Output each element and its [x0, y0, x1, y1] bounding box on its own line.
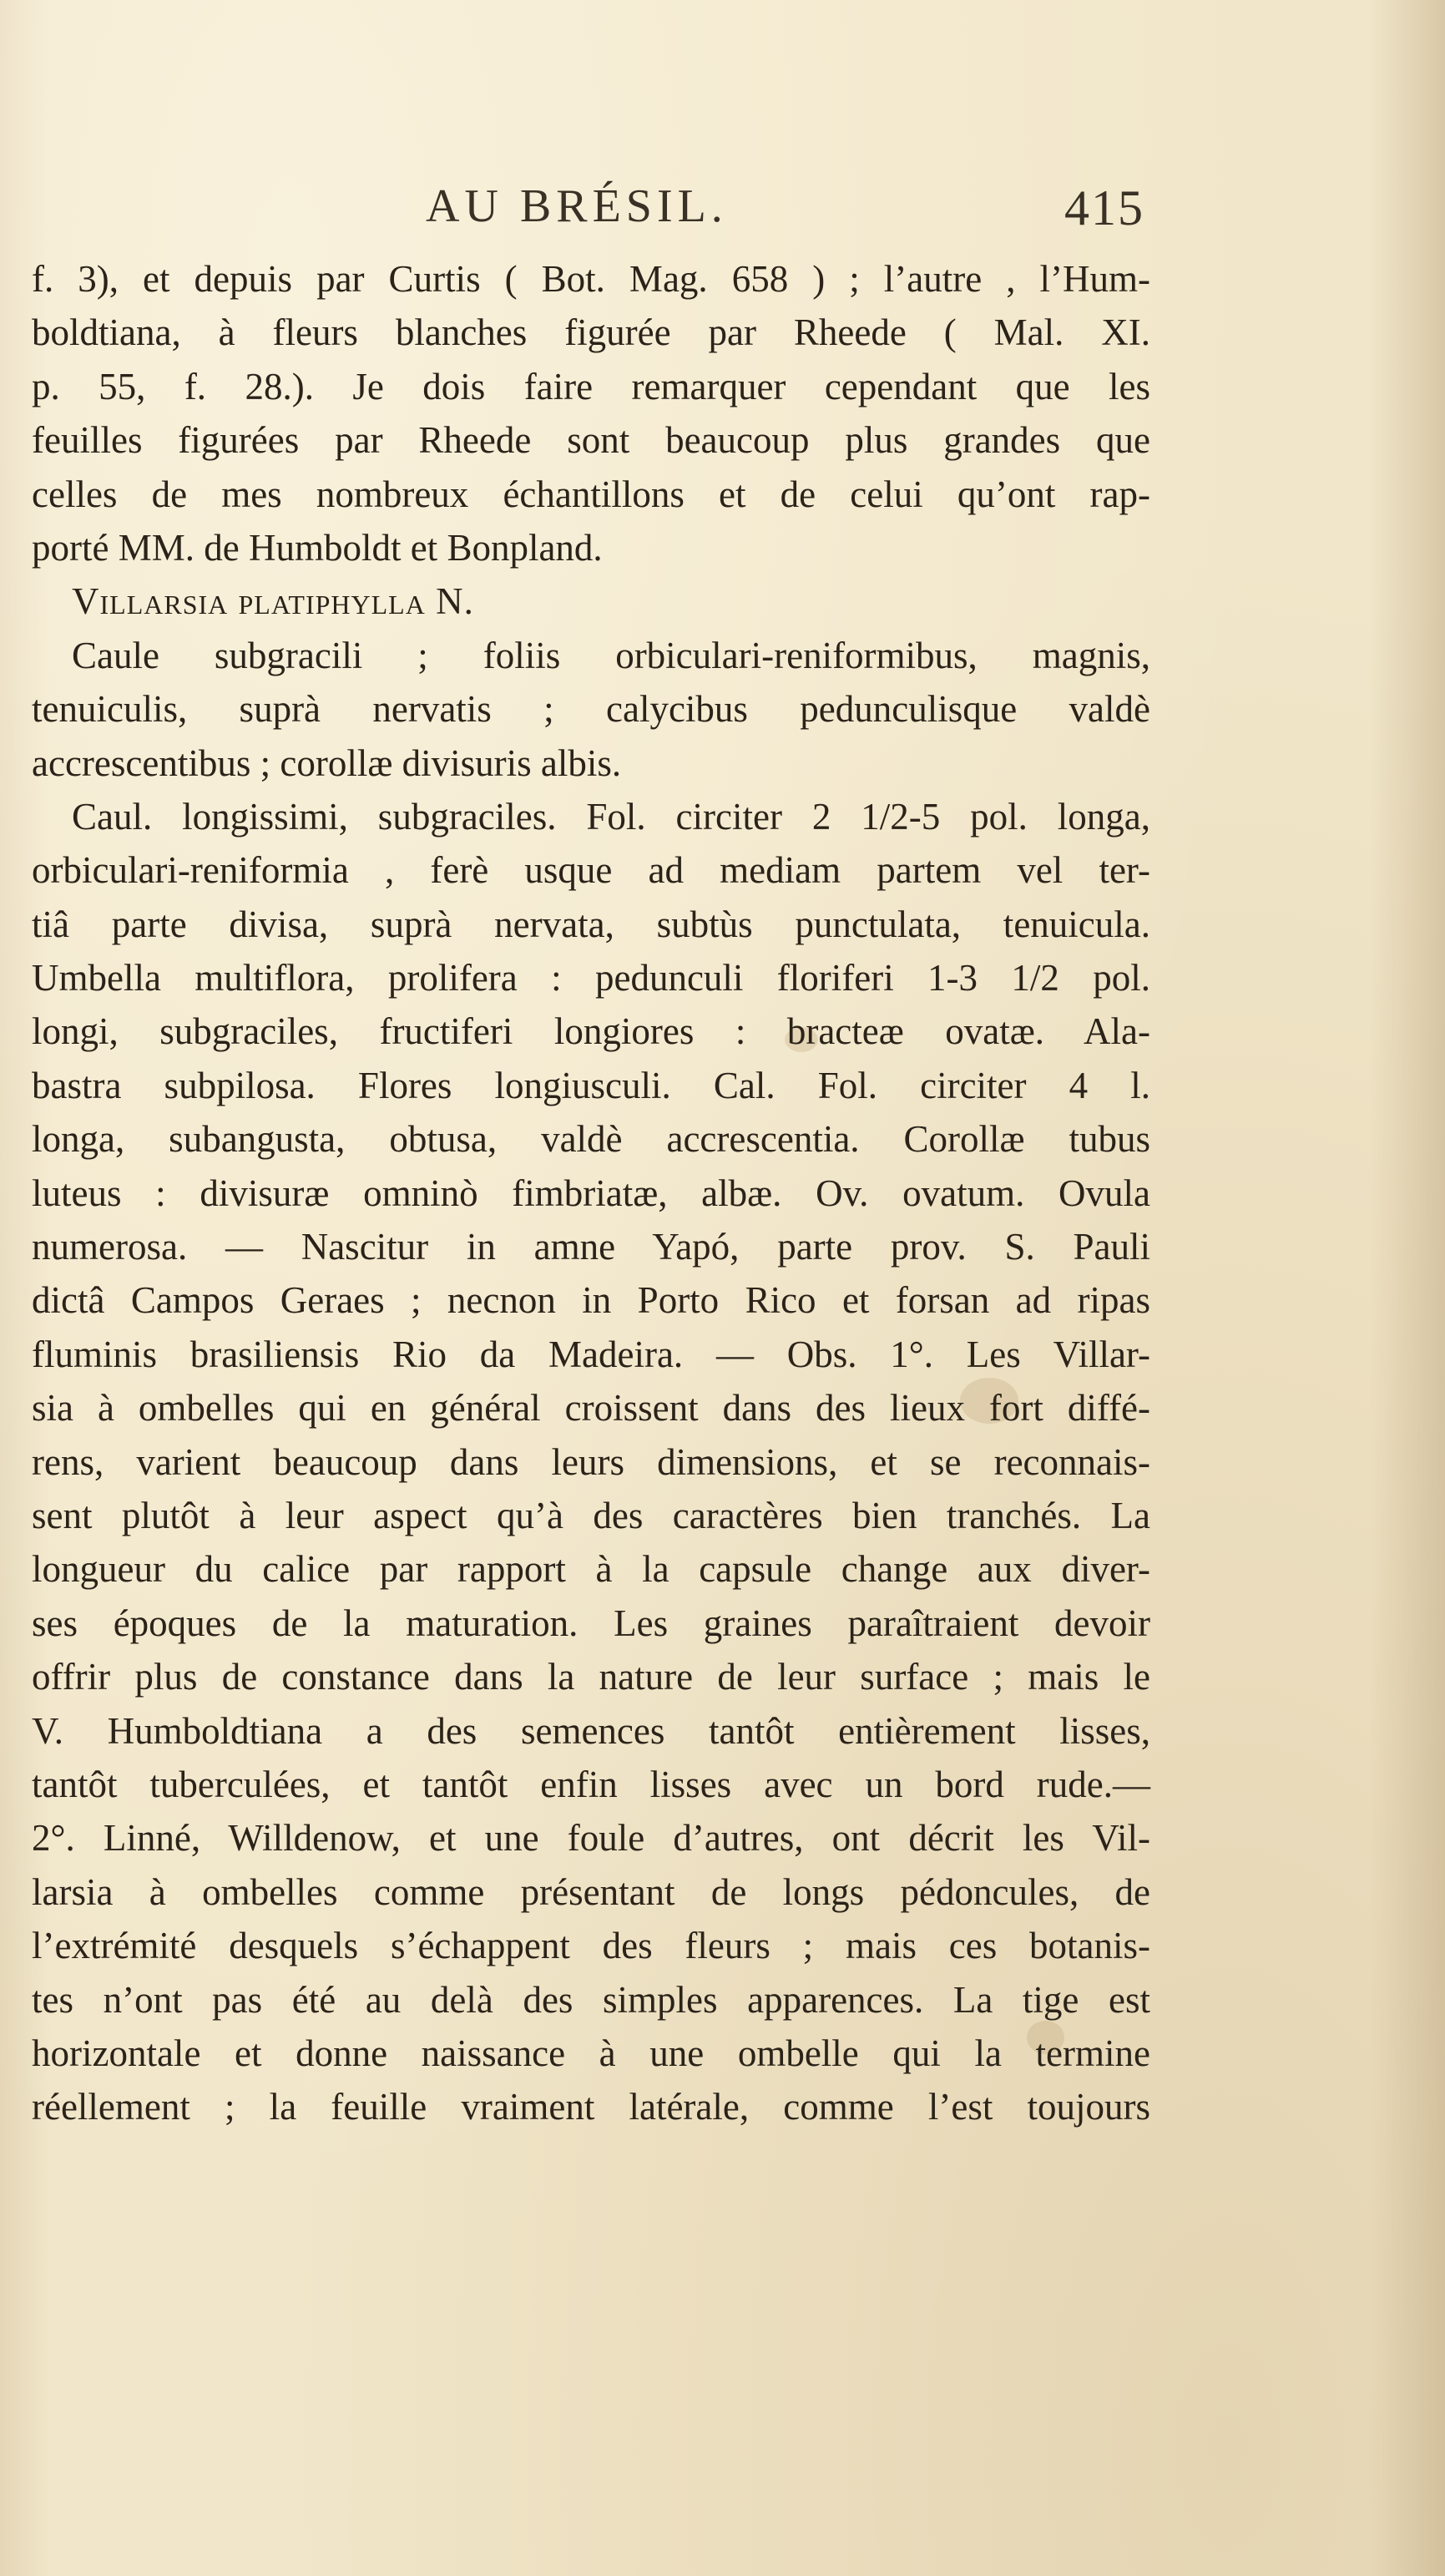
- species-heading: Villarsia platiphylla N.: [72, 580, 474, 623]
- text-line: accrescentibus ; corollæ divisuris albis.: [32, 741, 622, 784]
- text-line: Caule subgracili ; foliis orbiculari-reniformibus, magnis,: [72, 634, 1150, 676]
- text-line: sia à ombelles qui en général croissent dans des lieux fort diffé-: [32, 1387, 1150, 1430]
- text-line: réellement ; la feuille vraiment latérale, comme l’est toujours: [32, 2086, 1150, 2128]
- text-line: luteus : divisuræ omninò fimbriatæ, albæ. Ov. ovatum. Ovula: [32, 1172, 1150, 1214]
- text-line: longa, subangusta, obtusa, valdè accrescentia. Corollæ tubus: [32, 1118, 1150, 1161]
- page-header: [33, 180, 1144, 246]
- text-line: offrir plus de constance dans la nature de leur surface ; mais le: [32, 1656, 1150, 1698]
- text-line: tes n’ont pas été au delà des simples apparences. La tige est: [32, 1978, 1150, 2021]
- text-line: longueur du calice par rapport à la capsule change aux diver-: [32, 1548, 1150, 1591]
- text-line: porté MM. de Humboldt et Bonpland.: [32, 526, 603, 569]
- text-line: boldtiana, à fleurs blanches figurée par Rheede ( Mal. XI.: [32, 311, 1150, 354]
- text-line: l’extrémité desquels s’échappent des fleurs ; mais ces botanis-: [32, 1925, 1150, 1967]
- text-line: longi, subgraciles, fructiferi longiores : bracteæ ovatæ. Ala-: [32, 1010, 1150, 1053]
- body-text: [32, 252, 1150, 2134]
- text-line: p. 55, f. 28.). Je dois faire remarquer cependant que les: [32, 365, 1150, 407]
- text-line: sent plutôt à leur aspect qu’à des caractères bien tranchés. La: [32, 1494, 1150, 1536]
- text-line: tantôt tuberculées, et tantôt enfin lisses avec un bord rude.—: [32, 1763, 1150, 1805]
- text-line: tenuiculis, suprà nervatis ; calycibus pedunculisque valdè: [32, 688, 1150, 731]
- text-line: V. Humboldtiana a des semences tantôt entièrement lisses,: [32, 1709, 1150, 1752]
- text-line: fluminis brasiliensis Rio da Madeira. — Obs. 1°. Les Villar-: [32, 1333, 1150, 1375]
- text-line: bastra subpilosa. Flores longiusculi. Cal. Fol. circiter 4 l.: [32, 1064, 1150, 1106]
- text-line: horizontale et donne naissance à une ombelle qui la termine: [32, 2032, 1150, 2074]
- text-line: ses époques de la maturation. Les graines paraîtraient devoir: [32, 1602, 1150, 1644]
- text-line: rens, varient beaucoup dans leurs dimensions, et se reconnais-: [32, 1440, 1150, 1483]
- text-line: f. 3), et depuis par Curtis ( Bot. Mag. 658 ) ; l’autre , l’Hum-: [32, 258, 1150, 300]
- page-number: 415: [1064, 180, 1144, 235]
- text-line: orbiculari-reniformia , ferè usque ad mediam partem vel ter-: [32, 849, 1150, 892]
- text-line: Umbella multiflora, prolifera : pedunculi floriferi 1-3 1/2 pol.: [32, 957, 1150, 1000]
- text-line: feuilles figurées par Rheede sont beaucoup plus grandes que: [32, 419, 1150, 462]
- text-line: 2°. Linné, Willdenow, et une foule d’autres, ont décrit les Vil-: [32, 1817, 1150, 1860]
- text-line: numerosa. — Nascitur in amne Yapó, parte prov. S. Pauli: [32, 1226, 1150, 1268]
- text-line: larsia à ombelles comme présentant de longs pédoncules, de: [32, 1870, 1150, 1913]
- running-title: AU BRÉSIL.: [426, 180, 728, 232]
- text-line: dictâ Campos Geraes ; necnon in Porto Rico et forsan ad ripas: [32, 1279, 1150, 1322]
- text-line: celles de mes nombreux échantillons et de celui qu’ont rap-: [32, 473, 1150, 515]
- text-line: Caul. longissimi, subgraciles. Fol. circiter 2 1/2-5 pol. longa,: [72, 795, 1150, 838]
- text-line: tiâ parte divisa, suprà nervata, subtùs punctulata, tenuicula.: [32, 903, 1150, 945]
